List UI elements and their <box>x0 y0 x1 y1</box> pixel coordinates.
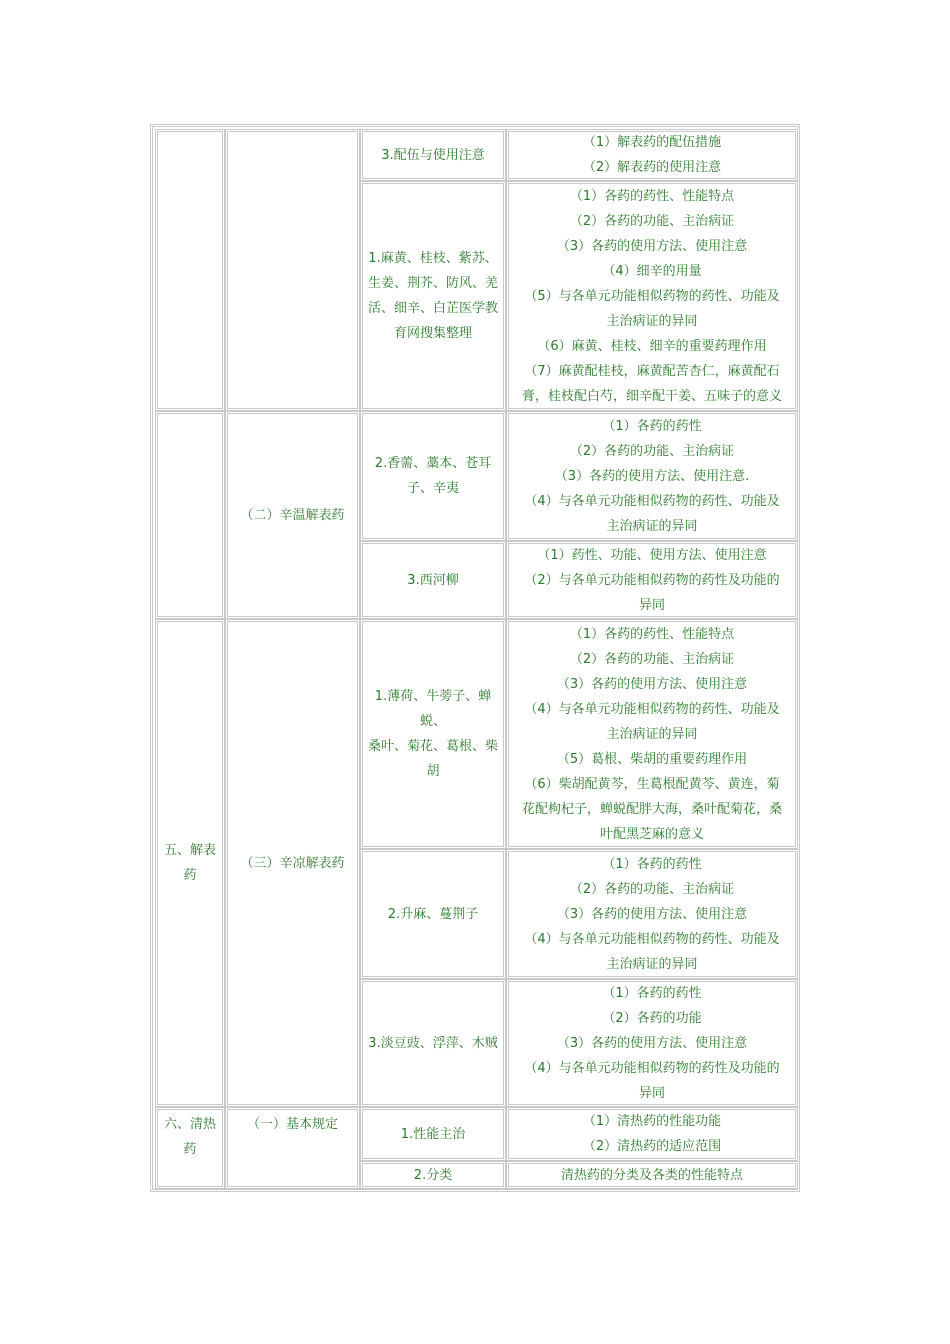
requirements-cell-r7 <box>506 979 798 1107</box>
cell-line: （2）各药的功能、主治病证 <box>569 443 735 459</box>
cell-lines <box>511 184 793 409</box>
cell-line: 花配枸杞子，蝉蜕配胖大海，桑叶配菊花，桑 <box>521 801 782 817</box>
cell-line: 主治病证的异同 <box>606 726 698 742</box>
requirements-cell-r1 <box>506 129 798 181</box>
requirements-cell-r6 <box>506 849 798 979</box>
cell-lines <box>365 451 501 501</box>
cell-line: 桑叶、菊花、葛根、柴 <box>367 739 498 754</box>
topic-cell-r6: 2.升麻、蔓荆子 <box>360 849 506 979</box>
cell-line: （3）各药的使用方法、使用注意 <box>556 1035 748 1051</box>
cell-line: （1）各药的药性 <box>602 856 702 872</box>
cell-lines <box>365 246 501 346</box>
cell-line: 膏，桂枝配白芍，细辛配干姜、五味子的意义 <box>521 388 782 404</box>
subcategory-cell-warm-pungent: （二）辛温解表药 <box>225 411 360 619</box>
cell-line: 1.薄荷、牛蒡子、蝉 <box>374 689 492 704</box>
cell-line: （1）药性、功能、使用方法、使用注意 <box>537 547 767 563</box>
cell-line: （1）各药的药性 <box>602 985 702 1001</box>
cell-line: （1）清热药的性能功能 <box>582 1114 722 1129</box>
cell-lines <box>511 622 793 847</box>
syllabus-table <box>150 124 800 1192</box>
category-cell-empty-2 <box>155 411 225 619</box>
cell-line: 叶配黑芝麻的意义 <box>599 826 704 842</box>
cell-lines <box>160 838 220 888</box>
cell-line: （2）解表药的使用注意 <box>582 160 722 175</box>
cell-line: （1）解表药的配伍措施 <box>582 135 722 150</box>
cell-line: 生姜、荆芥、防风、羌 <box>367 276 498 291</box>
cell-line: （2）各药的功能 <box>602 1010 702 1026</box>
cell-lines <box>511 130 793 180</box>
cell-line: （2）各药的功能、主治病证 <box>569 651 735 667</box>
cell-line: 主治病证的异同 <box>606 956 698 972</box>
cell-line: （6）麻黄、桂枝、细辛的重要药理作用 <box>537 338 767 354</box>
cell-lines <box>511 1109 793 1159</box>
category-cell-empty-1 <box>155 129 225 411</box>
category-cell-exterior-releasing <box>155 619 225 1107</box>
cell-line: 2.香薷、藁本、苍耳 <box>374 456 492 471</box>
requirements-cell-r5 <box>506 619 798 849</box>
topic-cell-r4: 3.西河柳 <box>360 541 506 619</box>
topic-cell-r5 <box>360 619 506 849</box>
cell-line: 异同 <box>638 597 665 613</box>
topic-cell-r1: 3.配伍与使用注意 <box>360 129 506 181</box>
cell-line: （3）各药的使用方法、使用注意 <box>556 238 748 254</box>
topic-cell-r9: 2.分类 <box>360 1161 506 1189</box>
cell-line: 药 <box>183 1142 197 1157</box>
cell-lines <box>511 852 793 977</box>
cell-line: （2）各药的功能、主治病证 <box>569 881 735 897</box>
requirements-cell-r3 <box>506 411 798 541</box>
requirements-cell-r4 <box>506 541 798 619</box>
cell-line: （4）与各单元功能相似药物的药性、功能及 <box>524 701 780 717</box>
cell-line: （4）细辛的用量 <box>602 263 702 279</box>
cell-line: 药 <box>183 868 197 883</box>
subcategory-cell-cool-pungent: （三）辛凉解表药 <box>225 619 360 1107</box>
requirements-cell-r8 <box>506 1107 798 1161</box>
category-cell-heat-clearing <box>155 1107 225 1189</box>
cell-line: （2）清热药的适应范围 <box>582 1139 722 1154</box>
cell-line: （2）各药的功能、主治病证 <box>569 213 735 229</box>
cell-line: （6）柴胡配黄芩，生葛根配黄芩、黄连，菊 <box>524 776 780 792</box>
topic-cell-r3 <box>360 411 506 541</box>
cell-line: 五、解表 <box>163 843 216 858</box>
cell-lines <box>511 981 793 1106</box>
cell-line: 活、细辛、白芷医学教 <box>367 301 498 316</box>
subcategory-cell-basic-rules: （一）基本规定 <box>225 1107 360 1189</box>
cell-lines <box>160 1112 220 1162</box>
requirements-cell-r9: 清热药的分类及各类的性能特点 <box>506 1161 798 1189</box>
cell-line: （2）与各单元功能相似药物的药性及功能的 <box>524 572 780 588</box>
cell-lines <box>365 684 501 784</box>
cell-line: 育网搜集整理 <box>393 326 472 341</box>
cell-line: 胡 <box>426 764 440 779</box>
topic-cell-r7: 3.淡豆豉、浮萍、木贼 <box>360 979 506 1107</box>
cell-line: （4）与各单元功能相似药物的药性及功能的 <box>524 1060 780 1076</box>
cell-line: （1）各药的药性、性能特点 <box>569 626 735 642</box>
cell-line: （3）各药的使用方法、使用注意. <box>554 468 750 484</box>
cell-line: （3）各药的使用方法、使用注意 <box>556 906 748 922</box>
cell-line: （3）各药的使用方法、使用注意 <box>556 676 748 692</box>
cell-line: （4）与各单元功能相似药物的药性、功能及 <box>524 493 780 509</box>
cell-line: （7）麻黄配桂枝，麻黄配苦杏仁，麻黄配石 <box>524 363 780 379</box>
cell-line: （5）与各单元功能相似药物的药性、功能及 <box>524 288 780 304</box>
cell-line: （4）与各单元功能相似药物的药性、功能及 <box>524 931 780 947</box>
cell-line: 子、辛夷 <box>406 481 459 496</box>
cell-lines <box>511 414 793 539</box>
cell-line: 六、清热 <box>163 1117 216 1132</box>
cell-line: 蜕、 <box>419 714 446 729</box>
requirements-cell-r2 <box>506 181 798 411</box>
cell-line: （1）各药的药性 <box>602 418 702 434</box>
cell-line: （1）各药的药性、性能特点 <box>569 188 735 204</box>
cell-line: 主治病证的异同 <box>606 518 698 534</box>
cell-lines <box>511 543 793 618</box>
cell-line: （5）葛根、柴胡的重要药理作用 <box>556 751 748 767</box>
cell-line: 主治病证的异同 <box>606 313 698 329</box>
cell-line: 1.麻黄、桂枝、紫苏、 <box>368 251 498 266</box>
topic-cell-r2 <box>360 181 506 411</box>
subcategory-cell-empty-1 <box>225 129 360 411</box>
cell-line: 异同 <box>638 1085 665 1101</box>
topic-cell-r8: 1.性能主治 <box>360 1107 506 1161</box>
